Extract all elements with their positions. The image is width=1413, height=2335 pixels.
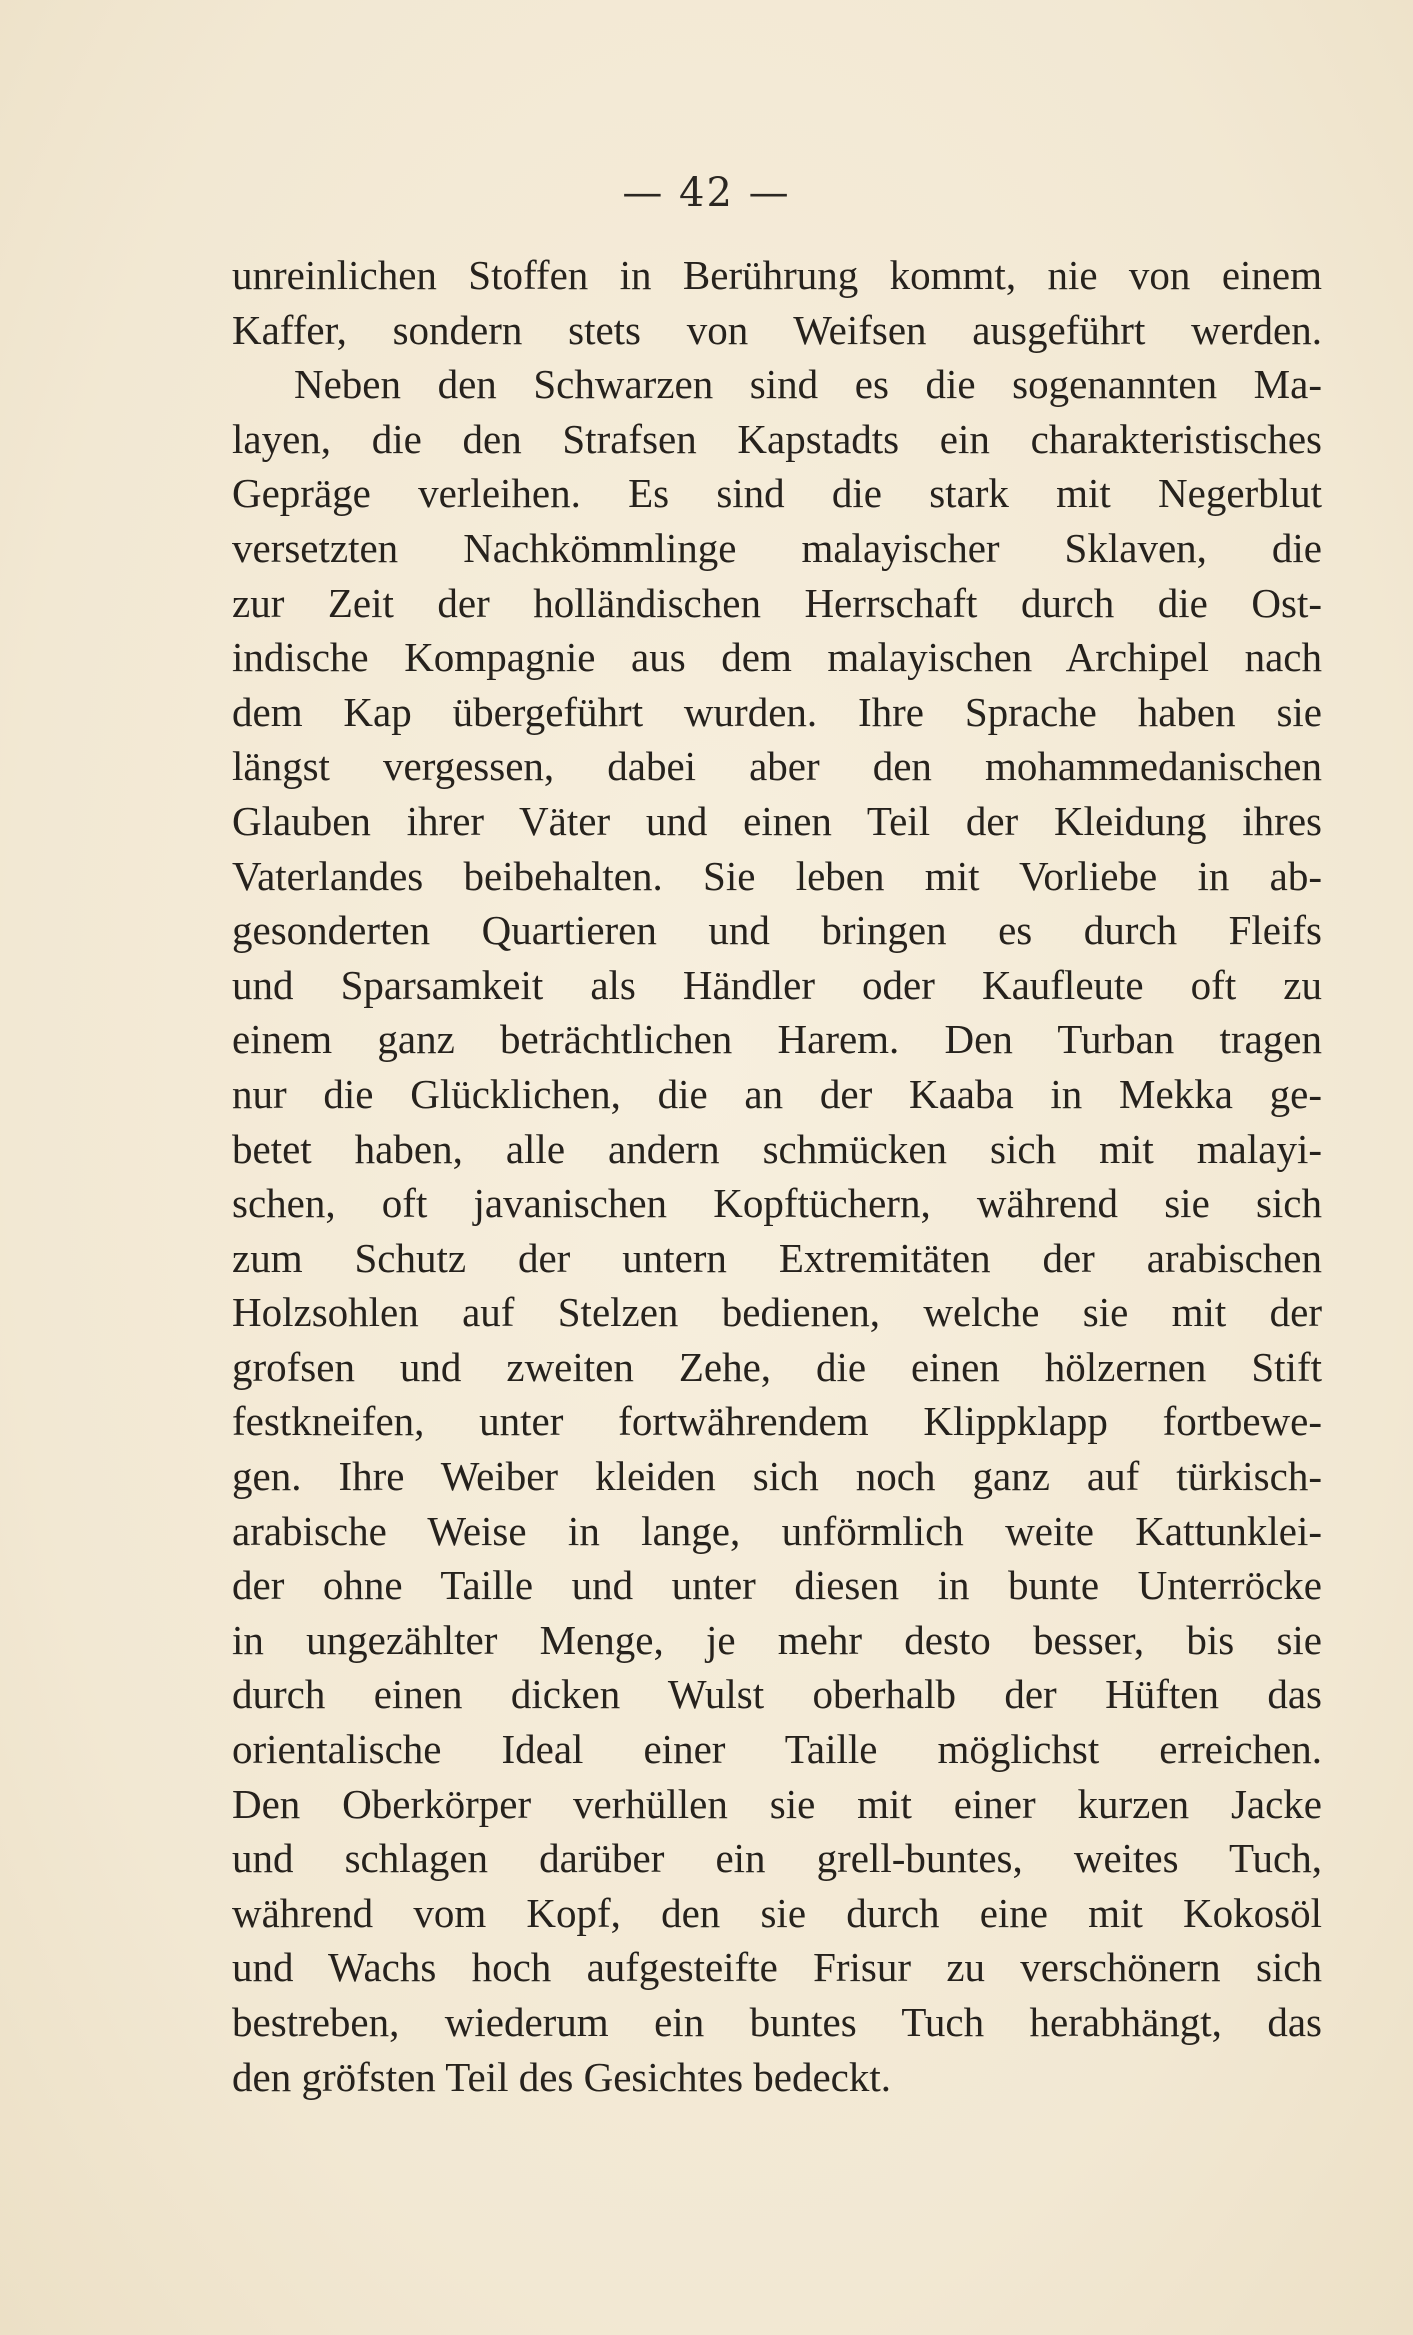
text-line: und Sparsamkeit als Händler oder Kaufleute oft zu [232,961,1322,1008]
text-line: gesonderten Quartieren und bringen es durch Fleifs [232,907,1322,954]
text-line: bestreben, wiederum ein buntes Tuch herabhängt, das [232,1999,1322,2045]
text-line: während vom Kopf, den sie durch eine mit Kokosöl [232,1889,1322,1936]
text-line: durch einen dicken Wulst oberhalb der Hüften das [232,1671,1322,1718]
text-line: grofsen und zweiten Zehe, die einen hölzernen Stift [232,1343,1322,1390]
text-line: in ungezählter Menge, je mehr desto besser, bis sie [232,1616,1322,1663]
text-line: Glauben ihrer Väter und einen Teil der Kleidung ihres [232,797,1322,844]
text-line: indische Kompagnie aus dem malayischen Archipel nach [232,634,1322,681]
text-line: und schlagen darüber ein grell-buntes, weites Tuch, [232,1835,1322,1882]
text-line: der ohne Taille und unter diesen in bunte Unterröcke [232,1562,1322,1609]
text-line: längst vergessen, dabei aber den mohammedanischen [232,743,1322,790]
text-line: unreinlichen Stoffen in Berührung kommt, nie von einem [232,252,1322,298]
text-line: Vaterlandes beibehalten. Sie leben mit Vorliebe in ab- [232,852,1322,899]
text-line: Kaffer, sondern stets von Weifsen ausgeführt werden. [232,306,1322,353]
body-text [232,248,1322,2104]
text-line: layen, die den Strafsen Kapstadts ein charakteristisches [232,415,1322,462]
text-line: nur die Glücklichen, die an der Kaaba in Mekka ge- [232,1070,1322,1117]
text-line: und Wachs hoch aufgesteifte Frisur zu verschönern sich [232,1944,1322,1991]
text-line: Gepräge verleihen. Es sind die stark mit Negerblut [232,470,1322,517]
text-line: Neben den Schwarzen sind es die sogenannten Ma- [294,361,1322,408]
text-line: orientalische Ideal einer Taille möglichst erreichen. [232,1726,1322,1773]
text-line: einem ganz beträchtlichen Harem. Den Turban tragen [232,1016,1322,1063]
text-line: Holzsohlen auf Stelzen bedienen, welche sie mit der [232,1289,1322,1336]
page-number: — 42 — [622,170,791,216]
text-line: festkneifen, unter fortwährendem Klippklapp fortbewe- [232,1398,1322,1445]
text-line: betet haben, alle andern schmücken sich mit malayi- [232,1125,1322,1172]
text-line: arabische Weise in lange, unförmlich weite Kattunklei- [232,1507,1322,1554]
text-line: versetzten Nachkömmlinge malayischer Sklaven, die [232,524,1322,571]
text-line: gen. Ihre Weiber kleiden sich noch ganz auf türkisch- [232,1453,1322,1500]
text-line: zum Schutz der untern Extremitäten der arabischen [232,1234,1322,1281]
text-line: dem Kap übergeführt wurden. Ihre Sprache haben sie [232,688,1322,735]
text-line: schen, oft javanischen Kopftüchern, während sie sich [232,1180,1322,1227]
text-line: zur Zeit der holländischen Herrschaft durch die Ost- [232,579,1322,626]
text-line: den gröfsten Teil des Gesichtes bedeckt. [232,2053,892,2100]
text-line: Den Oberkörper verhüllen sie mit einer kurzen Jacke [232,1780,1322,1827]
